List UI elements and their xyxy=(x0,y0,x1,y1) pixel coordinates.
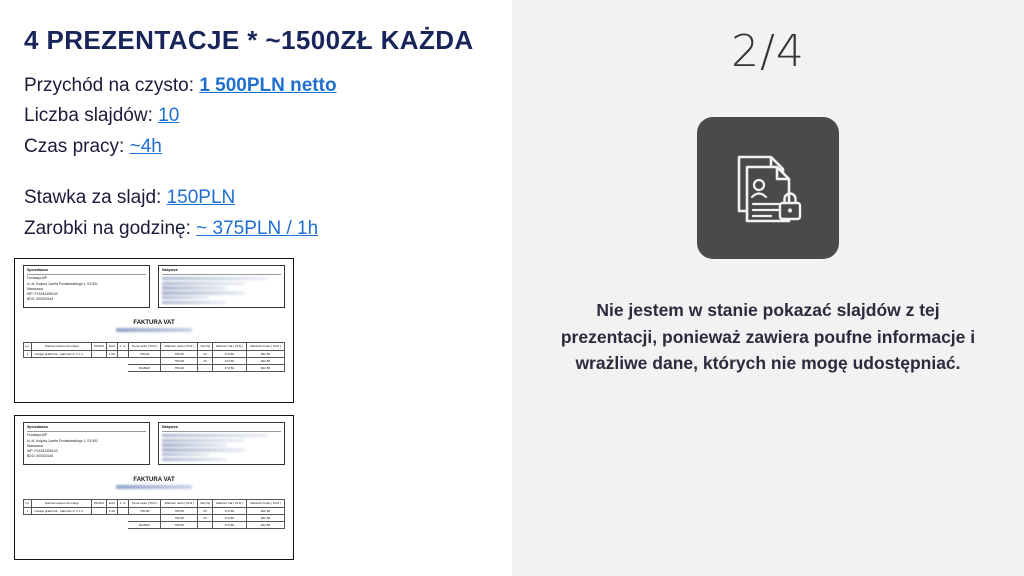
invoice-seller-box xyxy=(23,265,150,308)
invoice-col: Lp. xyxy=(24,343,32,350)
table-row xyxy=(24,521,285,528)
facts-list xyxy=(24,71,488,245)
invoice-seller-line: NIP: PL5242495143 xyxy=(27,449,58,454)
invoice-cell xyxy=(92,507,107,514)
invoice-cell: 1,00 xyxy=(107,507,118,514)
invoice-thumbnails xyxy=(14,258,294,572)
invoice-col: Wartość Vat [ PLN ] xyxy=(212,500,246,507)
invoice-seller-header: Sprzedawca xyxy=(27,425,146,432)
invoice-cell: RAZEM xyxy=(128,521,160,528)
invoice-cell xyxy=(117,507,128,514)
fact-row-hourly xyxy=(24,214,488,245)
fact-label-worktime: Czas pracy: xyxy=(24,136,125,158)
invoice-cell: 23 xyxy=(198,350,213,357)
invoice-seller-header: Sprzedawca xyxy=(27,268,146,275)
redacted-line xyxy=(162,439,245,442)
invoice-buyer-header: Nabywca xyxy=(162,268,281,275)
confidential-document-icon xyxy=(725,145,811,231)
invoice-col: Cena netto [ PLN ] xyxy=(128,343,160,350)
invoice-seller-line: Warszawa xyxy=(27,443,43,448)
invoice-cell: Usługa graficzna - płatność nr 1 z 2 xyxy=(32,350,92,357)
invoice-buyer-header: Nabywca xyxy=(162,425,281,432)
redacted-line xyxy=(162,282,245,285)
invoice-cell: 750,00 xyxy=(128,350,160,357)
redacted-line xyxy=(162,458,227,461)
invoice-table-header-row xyxy=(24,500,285,507)
invoice-seller-line: NIP: PL5242495143 xyxy=(27,292,58,297)
redacted-line xyxy=(162,453,210,456)
invoice-thumbnail[interactable] xyxy=(14,258,294,403)
confidential-document-tile xyxy=(697,117,839,259)
invoice-cell: 750,00 xyxy=(161,521,198,528)
table-row xyxy=(24,350,285,357)
fact-label-hourly: Zarobki na godzinę: xyxy=(24,217,191,239)
fact-row-income xyxy=(24,71,488,102)
invoice-col: PKWiU xyxy=(92,343,107,350)
invoice-cell: 922,50 xyxy=(246,521,284,528)
fact-row-slides xyxy=(24,101,488,132)
invoice-cell: 172,50 xyxy=(212,357,246,364)
invoice-cell: 1 xyxy=(24,350,32,357)
invoice-col: Nazwa towaru lub usługi xyxy=(32,343,92,350)
invoice-col: Vat [%] xyxy=(198,500,213,507)
redacted-line xyxy=(162,286,227,289)
invoice-cell xyxy=(117,350,128,357)
right-panel xyxy=(512,0,1024,576)
invoice-cell: - xyxy=(198,521,213,528)
invoice-col: J. m. xyxy=(117,343,128,350)
invoice-cell: 1 xyxy=(24,507,32,514)
invoice-buyer-box xyxy=(158,422,285,465)
invoice-col: Wartość Vat [ PLN ] xyxy=(212,343,246,350)
invoice-cell: 750,00 xyxy=(161,350,198,357)
fact-label-income: Przychód na czysto: xyxy=(24,74,195,96)
invoice-col: Wartość brutto [ PLN ] xyxy=(246,500,284,507)
invoice-col: Wartość brutto [ PLN ] xyxy=(246,343,284,350)
redacted-line xyxy=(162,296,210,299)
invoice-col: Cena netto [ PLN ] xyxy=(128,500,160,507)
table-row xyxy=(24,357,285,364)
invoice-number-redacted xyxy=(116,328,192,332)
invoice-cell: 922,50 xyxy=(246,514,284,521)
invoice-seller-line: BDO: 000020146 xyxy=(27,454,54,459)
fact-row-worktime xyxy=(24,132,488,163)
invoice-doc-title: FAKTURA VAT xyxy=(133,477,175,484)
invoice-seller-line: Fundacja AIP xyxy=(27,276,48,281)
invoice-cell: - xyxy=(198,364,213,371)
invoice-thumbnail[interactable] xyxy=(14,415,294,560)
invoice-cell: 922,50 xyxy=(246,357,284,364)
invoice-number-redacted xyxy=(116,485,192,489)
fact-value-worktime: ~4h xyxy=(129,136,162,158)
redacted-line xyxy=(162,291,245,294)
fact-row-rate-per-slide xyxy=(24,183,488,214)
table-row xyxy=(24,514,285,521)
invoice-cell: 172,50 xyxy=(212,507,246,514)
invoice-cell: RAZEM xyxy=(128,364,160,371)
redacted-line xyxy=(162,434,269,437)
redacted-line xyxy=(162,448,245,451)
invoice-cell: 750,00 xyxy=(161,364,198,371)
invoice-col: J. m. xyxy=(117,500,128,507)
invoice-col: Vat [%] xyxy=(198,343,213,350)
invoice-cell: Usługa graficzna - płatność nr 2 z 2 xyxy=(32,507,92,514)
invoice-cell: 922,50 xyxy=(246,350,284,357)
invoice-seller-line: BDO: 000020146 xyxy=(27,297,54,302)
invoice-seller-line: ul. dl. Księcia Józefa Poniatowskiego 1, 03-901 xyxy=(27,438,98,443)
invoice-col: Wartość netto [ PLN ] xyxy=(161,500,198,507)
invoice-cell xyxy=(128,514,160,521)
invoice-cell: 23 xyxy=(198,357,213,364)
invoice-col: Wartość netto [ PLN ] xyxy=(161,343,198,350)
table-row xyxy=(24,364,285,371)
invoice-parties xyxy=(23,265,285,308)
invoice-table-header-row xyxy=(24,343,285,350)
redacted-line xyxy=(162,443,227,446)
invoice-cell: 172,50 xyxy=(212,364,246,371)
invoice-seller-line: Fundacja AIP xyxy=(27,433,48,438)
invoice-parties xyxy=(23,422,285,465)
fact-value-slides: 10 xyxy=(158,105,180,127)
invoice-seller-line: ul. dl. Księcia Józefa Poniatowskiego 1, 03-901 xyxy=(27,281,98,286)
invoice-col: Lp. xyxy=(24,500,32,507)
invoice-cell: 922,50 xyxy=(246,507,284,514)
invoice-cell: 23 xyxy=(198,514,213,521)
page-title: 4 PREZENTACJE * ~1500ZŁ KAŻDA xyxy=(24,25,474,55)
invoice-seller-line: Warszawa xyxy=(27,286,43,291)
facts-spacer xyxy=(24,163,488,183)
invoice-table xyxy=(23,342,285,372)
redacted-line xyxy=(162,277,269,280)
fact-label-slides: Liczba slajdów: xyxy=(24,105,153,127)
invoice-col: PKWiU xyxy=(92,500,107,507)
invoice-cell: 172,50 xyxy=(212,350,246,357)
invoice-col: Nazwa towaru lub usługi xyxy=(32,500,92,507)
invoice-cell: 922,50 xyxy=(246,364,284,371)
confidentiality-notice: Nie jestem w stanie pokazać slajdów z tej prezentacji, ponieważ zawiera poufne informacje i wrażliwe dane, których nie mogę udostępniać. xyxy=(560,300,976,374)
invoice-cell: 750,00 xyxy=(128,507,160,514)
invoice-seller-box xyxy=(23,422,150,465)
invoice-cell: 23 xyxy=(198,507,213,514)
invoice-cell xyxy=(92,350,107,357)
fact-value-income: 1 500PLN netto xyxy=(199,74,337,96)
fact-label-rate-per-slide: Stawka za slajd: xyxy=(24,186,162,208)
invoice-col: Ilość xyxy=(107,343,118,350)
invoice-buyer-box xyxy=(158,265,285,308)
invoice-col: Ilość xyxy=(107,500,118,507)
invoice-table xyxy=(23,499,285,529)
invoice-cell: 1,00 xyxy=(107,350,118,357)
invoice-doc-title: FAKTURA VAT xyxy=(133,320,175,327)
slide-counter: 2/4 xyxy=(731,26,805,77)
invoice-cell: 750,00 xyxy=(161,514,198,521)
invoice-cell xyxy=(128,357,160,364)
fact-value-hourly: ~ 375PLN / 1h xyxy=(196,217,319,239)
redacted-line xyxy=(162,301,227,304)
invoice-cell: 750,00 xyxy=(161,507,198,514)
table-row xyxy=(24,507,285,514)
fact-value-rate-per-slide: 150PLN xyxy=(166,186,236,208)
invoice-cell: 172,50 xyxy=(212,514,246,521)
invoice-cell: 172,50 xyxy=(212,521,246,528)
invoice-cell: 750,00 xyxy=(161,357,198,364)
